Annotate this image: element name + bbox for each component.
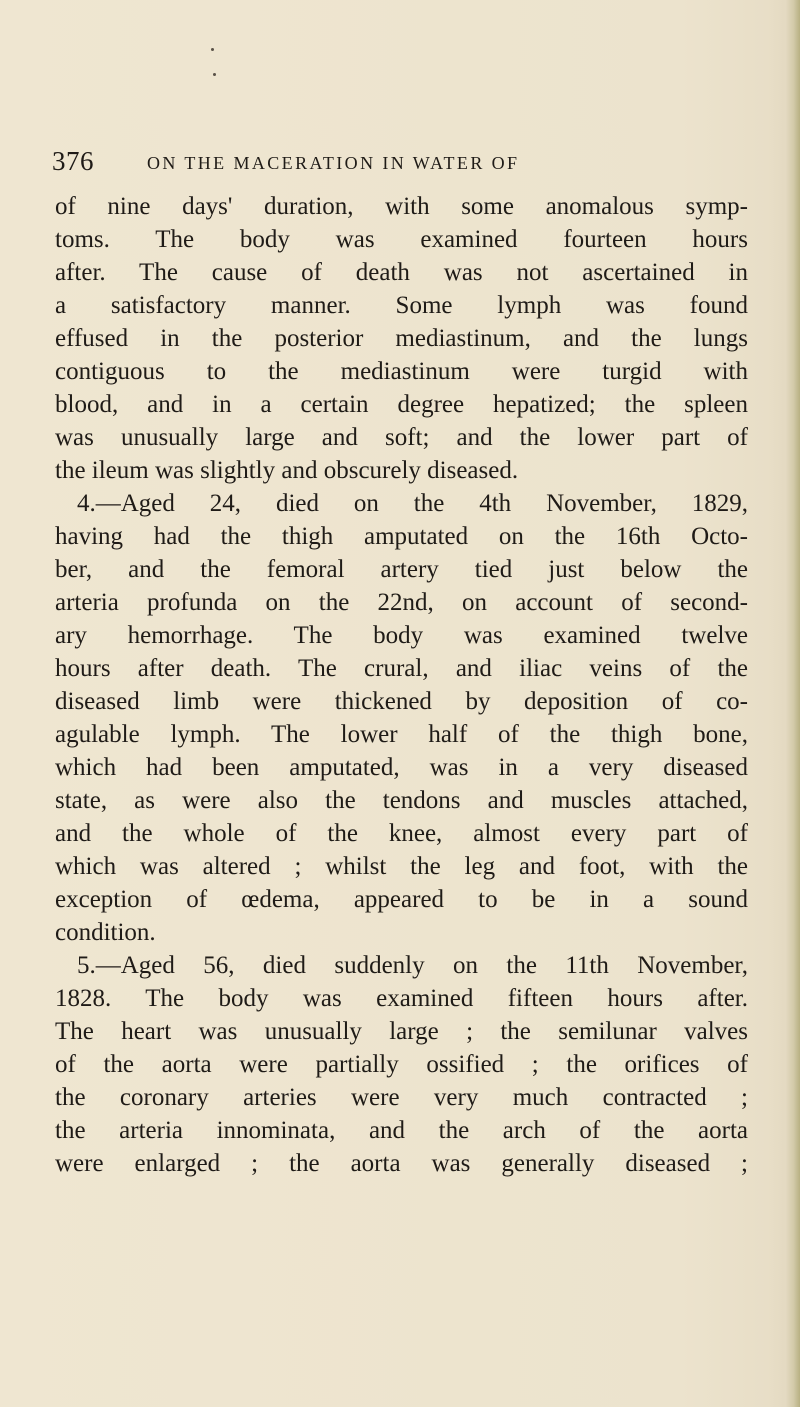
text-line: 5.—Aged 56, died suddenly on the 11th November, [77, 952, 748, 979]
speck-mark [213, 73, 216, 76]
page-number: 376 [52, 146, 94, 176]
text-line: arteria profunda on the 22nd, on account of second- [55, 589, 748, 616]
text-line: were enlarged ; the aorta was generally diseased ; [55, 1150, 748, 1177]
text-line: ary hemorrhage. The body was examined twelve [55, 622, 748, 649]
text-line: of nine days' duration, with some anomalous symp- [55, 193, 748, 220]
text-line: 4.—Aged 24, died on the 4th November, 1829, [77, 490, 748, 517]
text-line: effused in the posterior mediastinum, and the lungs [55, 325, 748, 352]
speck-mark [211, 48, 214, 51]
text-line: diseased limb were thickened by deposition of co- [55, 688, 748, 715]
text-line: toms. The body was examined fourteen hours [55, 226, 748, 253]
text-line: a satisfactory manner. Some lymph was found [55, 292, 748, 319]
text-line: contiguous to the mediastinum were turgid with [55, 358, 748, 385]
text-line: and the whole of the knee, almost every part of [55, 820, 748, 847]
text-line: after. The cause of death was not ascertained in [55, 259, 748, 286]
text-line: The heart was unusually large ; the semilunar valves [55, 1018, 748, 1045]
page-header [52, 146, 702, 186]
text-line: having had the thigh amputated on the 16th Octo- [55, 523, 748, 550]
text-line: the coronary arteries were very much contracted ; [55, 1084, 748, 1111]
text-line: which had been amputated, was in a very diseased [55, 754, 748, 781]
text-line: was unusually large and soft; and the lower part of [55, 424, 748, 451]
text-line: 1828. The body was examined fifteen hours after. [55, 985, 748, 1012]
text-line: hours after death. The crural, and iliac veins of the [55, 655, 748, 682]
text-line: of the aorta were partially ossified ; the orifices of [55, 1051, 748, 1078]
text-line: the arteria innominata, and the arch of the aorta [55, 1117, 748, 1144]
text-line: ber, and the femoral artery tied just below the [55, 556, 748, 583]
text-line: condition. [55, 919, 156, 946]
text-line: exception of œdema, appeared to be in a sound [55, 886, 748, 913]
page-edge-shadow [786, 0, 800, 1407]
text-line: agulable lymph. The lower half of the thigh bone, [55, 721, 748, 748]
text-line: the ileum was slightly and obscurely diseased. [55, 457, 519, 484]
text-line: blood, and in a certain degree hepatized; the spleen [55, 391, 748, 418]
body-text [55, 190, 748, 1180]
running-head: ON THE MACERATION IN WATER OF [147, 153, 520, 173]
text-line: state, as were also the tendons and muscles attached, [55, 787, 748, 814]
text-line: which was altered ; whilst the leg and foot, with the [55, 853, 748, 880]
